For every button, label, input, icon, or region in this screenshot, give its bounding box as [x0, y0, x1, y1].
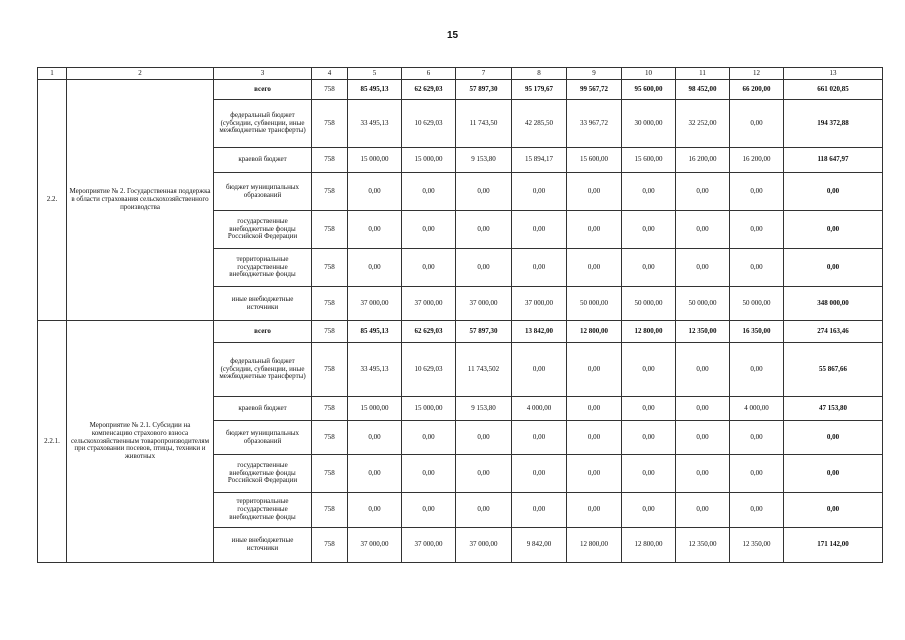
year-value: 0,00 — [622, 211, 676, 249]
budget-code: 758 — [312, 343, 348, 397]
year-value: 0,00 — [567, 455, 622, 493]
column-number-row — [38, 68, 883, 80]
year-value: 0,00 — [567, 397, 622, 421]
budget-code: 758 — [312, 528, 348, 563]
budget-code: 758 — [312, 249, 348, 287]
year-value: 99 567,72 — [567, 80, 622, 100]
year-value: 0,00 — [348, 455, 402, 493]
year-value: 0,00 — [676, 343, 730, 397]
year-value: 0,00 — [512, 249, 567, 287]
year-value: 50 000,00 — [567, 287, 622, 321]
year-value: 0,00 — [456, 173, 512, 211]
year-value: 0,00 — [456, 211, 512, 249]
year-value: 0,00 — [676, 397, 730, 421]
year-value: 0,00 — [567, 249, 622, 287]
total-value: 194 372,88 — [784, 100, 883, 148]
year-value: 95 600,00 — [622, 80, 676, 100]
budget-code: 758 — [312, 80, 348, 100]
year-value: 0,00 — [456, 455, 512, 493]
funding-source: государственные внебюджетные фонды Российской Федерации — [214, 455, 312, 493]
funding-source: бюджет муниципальных образований — [214, 421, 312, 455]
total-value: 0,00 — [784, 211, 883, 249]
year-value: 37 000,00 — [402, 287, 456, 321]
total-value: 0,00 — [784, 173, 883, 211]
year-value: 50 000,00 — [676, 287, 730, 321]
total-value: 171 142,00 — [784, 528, 883, 563]
budget-code: 758 — [312, 321, 348, 343]
year-value: 0,00 — [730, 249, 784, 287]
year-value: 57 897,30 — [456, 321, 512, 343]
year-value: 15 600,00 — [622, 148, 676, 173]
column-number: 11 — [676, 68, 730, 80]
year-value: 0,00 — [567, 173, 622, 211]
year-value: 0,00 — [730, 343, 784, 397]
year-value: 0,00 — [676, 493, 730, 528]
column-number: 10 — [622, 68, 676, 80]
year-value: 0,00 — [676, 249, 730, 287]
year-value: 0,00 — [567, 211, 622, 249]
column-number: 13 — [784, 68, 883, 80]
year-value: 0,00 — [676, 455, 730, 493]
year-value: 0,00 — [622, 397, 676, 421]
measure-name: Мероприятие № 2.1. Субсидии на компенсацию страхового взноса сельскохозяйственным товаропроизводителям при страховании посевов, птицы, техники и животных — [67, 321, 214, 563]
column-number: 1 — [38, 68, 67, 80]
year-value: 16 200,00 — [676, 148, 730, 173]
year-value: 0,00 — [512, 421, 567, 455]
year-value: 10 629,03 — [402, 100, 456, 148]
year-value: 37 000,00 — [456, 287, 512, 321]
column-number: 5 — [348, 68, 402, 80]
year-value: 12 350,00 — [676, 528, 730, 563]
budget-code: 758 — [312, 287, 348, 321]
funding-source: государственные внебюджетные фонды Российской Федерации — [214, 211, 312, 249]
year-value: 0,00 — [622, 421, 676, 455]
funding-source: всего — [214, 80, 312, 100]
year-value: 42 285,50 — [512, 100, 567, 148]
year-value: 37 000,00 — [512, 287, 567, 321]
year-value: 15 894,17 — [512, 148, 567, 173]
year-value: 0,00 — [730, 421, 784, 455]
year-value: 32 252,00 — [676, 100, 730, 148]
column-number: 9 — [567, 68, 622, 80]
year-value: 62 629,03 — [402, 80, 456, 100]
budget-code: 758 — [312, 148, 348, 173]
year-value: 12 800,00 — [622, 528, 676, 563]
year-value: 4 000,00 — [730, 397, 784, 421]
budget-code: 758 — [312, 211, 348, 249]
year-value: 37 000,00 — [402, 528, 456, 563]
funding-source: краевой бюджет — [214, 148, 312, 173]
year-value: 62 629,03 — [402, 321, 456, 343]
year-value: 0,00 — [348, 249, 402, 287]
year-value: 9 153,80 — [456, 148, 512, 173]
year-value: 0,00 — [676, 173, 730, 211]
year-value: 0,00 — [402, 493, 456, 528]
budget-code: 758 — [312, 493, 348, 528]
year-value: 37 000,00 — [348, 528, 402, 563]
total-value: 0,00 — [784, 421, 883, 455]
year-value: 13 842,00 — [512, 321, 567, 343]
year-value: 0,00 — [512, 493, 567, 528]
column-number: 3 — [214, 68, 312, 80]
year-value: 37 000,00 — [348, 287, 402, 321]
total-value: 0,00 — [784, 249, 883, 287]
budget-table — [37, 67, 883, 563]
total-value: 0,00 — [784, 493, 883, 528]
column-number: 12 — [730, 68, 784, 80]
page-number: 15 — [446, 30, 459, 41]
funding-source: территориальные государственные внебюджетные фонды — [214, 249, 312, 287]
year-value: 95 179,67 — [512, 80, 567, 100]
budget-code: 758 — [312, 455, 348, 493]
funding-source: бюджет муниципальных образований — [214, 173, 312, 211]
total-value: 274 163,46 — [784, 321, 883, 343]
year-value: 85 495,13 — [348, 80, 402, 100]
year-value: 0,00 — [622, 173, 676, 211]
funding-source: федеральный бюджет (субсидии, субвенции, иные межбюджетные трансферты) — [214, 343, 312, 397]
column-number: 8 — [512, 68, 567, 80]
year-value: 0,00 — [402, 173, 456, 211]
year-value: 30 000,00 — [622, 100, 676, 148]
year-value: 98 452,00 — [676, 80, 730, 100]
year-value: 10 629,03 — [402, 343, 456, 397]
funding-source: иные внебюджетные источники — [214, 287, 312, 321]
year-value: 37 000,00 — [456, 528, 512, 563]
year-value: 0,00 — [512, 211, 567, 249]
year-value: 0,00 — [730, 493, 784, 528]
total-value: 47 153,80 — [784, 397, 883, 421]
section-number: 2.2.1. — [38, 321, 67, 563]
year-value: 0,00 — [567, 343, 622, 397]
year-value: 0,00 — [512, 455, 567, 493]
year-value: 0,00 — [402, 421, 456, 455]
year-value: 33 495,13 — [348, 100, 402, 148]
column-number: 6 — [402, 68, 456, 80]
year-value: 15 600,00 — [567, 148, 622, 173]
column-number: 4 — [312, 68, 348, 80]
year-value: 0,00 — [567, 493, 622, 528]
year-value: 0,00 — [622, 343, 676, 397]
budget-code: 758 — [312, 173, 348, 211]
year-value: 0,00 — [348, 421, 402, 455]
year-value: 0,00 — [622, 455, 676, 493]
budget-code: 758 — [312, 397, 348, 421]
year-value: 33 495,13 — [348, 343, 402, 397]
total-value: 118 647,97 — [784, 148, 883, 173]
year-value: 15 000,00 — [402, 397, 456, 421]
year-value: 0,00 — [456, 249, 512, 287]
year-value: 0,00 — [730, 100, 784, 148]
funding-source: всего — [214, 321, 312, 343]
funding-source: иные внебюджетные источники — [214, 528, 312, 563]
year-value: 0,00 — [456, 421, 512, 455]
year-value: 0,00 — [730, 173, 784, 211]
budget-code: 758 — [312, 100, 348, 148]
column-number: 7 — [456, 68, 512, 80]
year-value: 12 800,00 — [567, 321, 622, 343]
year-value: 57 897,30 — [456, 80, 512, 100]
year-value: 0,00 — [348, 493, 402, 528]
funding-source: федеральный бюджет (субсидии, субвенции, иные межбюджетные трансферты) — [214, 100, 312, 148]
year-value: 0,00 — [456, 493, 512, 528]
total-value: 661 020,85 — [784, 80, 883, 100]
year-value: 12 350,00 — [730, 528, 784, 563]
year-value: 0,00 — [402, 249, 456, 287]
year-value: 0,00 — [676, 211, 730, 249]
year-value: 0,00 — [512, 173, 567, 211]
total-value: 55 867,66 — [784, 343, 883, 397]
year-value: 15 000,00 — [348, 148, 402, 173]
column-number: 2 — [67, 68, 214, 80]
budget-code: 758 — [312, 421, 348, 455]
year-value: 0,00 — [402, 455, 456, 493]
year-value: 0,00 — [402, 211, 456, 249]
year-value: 0,00 — [730, 455, 784, 493]
year-value: 16 200,00 — [730, 148, 784, 173]
year-value: 4 000,00 — [512, 397, 567, 421]
year-value: 12 800,00 — [567, 528, 622, 563]
year-value: 0,00 — [348, 173, 402, 211]
year-value: 0,00 — [676, 421, 730, 455]
year-value: 15 000,00 — [402, 148, 456, 173]
year-value: 0,00 — [567, 421, 622, 455]
year-value: 0,00 — [348, 211, 402, 249]
year-value: 9 153,80 — [456, 397, 512, 421]
year-value: 11 743,50 — [456, 100, 512, 148]
funding-source: территориальные государственные внебюджетные фонды — [214, 493, 312, 528]
table-row — [38, 321, 883, 343]
year-value: 50 000,00 — [730, 287, 784, 321]
year-value: 0,00 — [622, 493, 676, 528]
year-value: 11 743,502 — [456, 343, 512, 397]
year-value: 9 842,00 — [512, 528, 567, 563]
year-value: 0,00 — [512, 343, 567, 397]
year-value: 50 000,00 — [622, 287, 676, 321]
year-value: 0,00 — [730, 211, 784, 249]
measure-name: Мероприятие № 2. Государственная поддержка в области страхования сельскохозяйственного производства — [67, 80, 214, 321]
table-row — [38, 80, 883, 100]
year-value: 16 350,00 — [730, 321, 784, 343]
year-value: 66 200,00 — [730, 80, 784, 100]
year-value: 0,00 — [622, 249, 676, 287]
year-value: 85 495,13 — [348, 321, 402, 343]
year-value: 12 800,00 — [622, 321, 676, 343]
funding-source: краевой бюджет — [214, 397, 312, 421]
year-value: 15 000,00 — [348, 397, 402, 421]
total-value: 348 000,00 — [784, 287, 883, 321]
year-value: 33 967,72 — [567, 100, 622, 148]
year-value: 12 350,00 — [676, 321, 730, 343]
section-number: 2.2. — [38, 80, 67, 321]
total-value: 0,00 — [784, 455, 883, 493]
